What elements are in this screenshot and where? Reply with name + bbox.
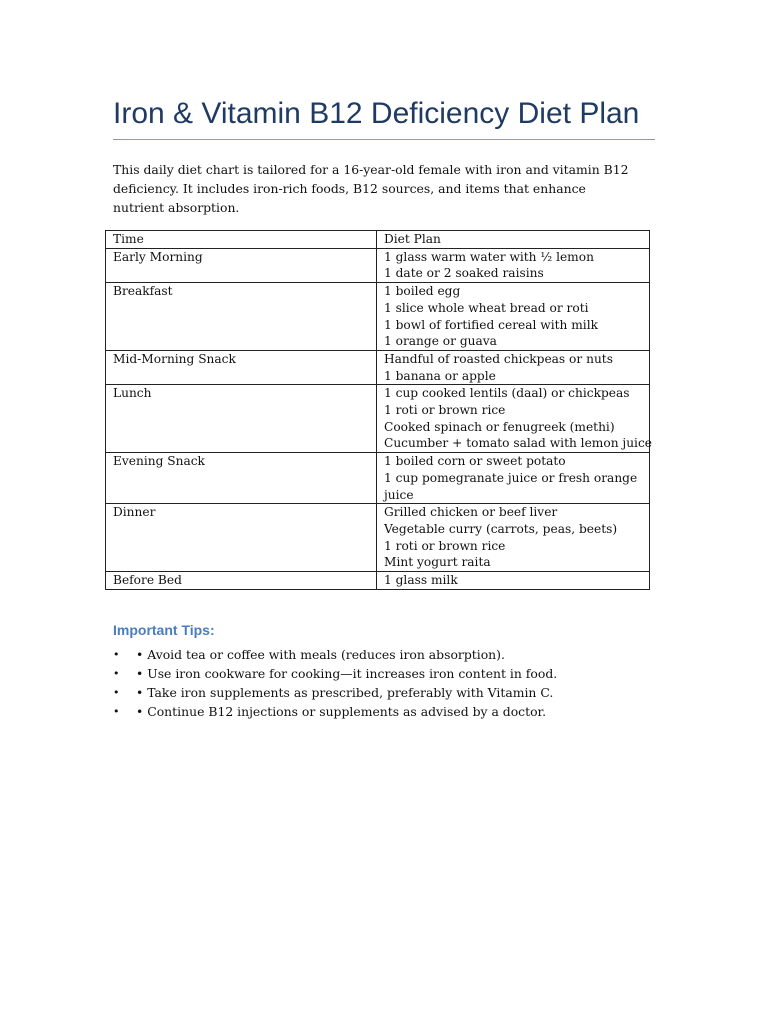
time-cell: Mid-Morning Snack — [106, 350, 377, 384]
tips-heading: Important Tips: — [113, 622, 215, 638]
bullet-icon: • — [113, 648, 120, 661]
diet-item: 1 glass milk — [384, 573, 458, 588]
bullet-icon: • — [113, 705, 120, 718]
table-row — [106, 283, 650, 351]
bullet-icon: • — [113, 686, 120, 699]
diet-item: Cooked spinach or fenugreek (methi) — [384, 419, 615, 434]
diet-item: 1 boiled corn or sweet potato — [384, 454, 566, 469]
table-row — [106, 453, 650, 504]
header-time: Time — [106, 231, 377, 249]
diet-plan-cell — [377, 385, 650, 453]
diet-item: 1 boiled egg — [384, 284, 461, 299]
time-cell: Breakfast — [106, 283, 377, 351]
time-cell: Dinner — [106, 504, 377, 572]
diet-item: Cucumber + tomato salad with lemon juice — [384, 436, 652, 451]
tip-text: • Continue B12 injections or supplements as advised by a doctor. — [136, 704, 547, 719]
diet-item: 1 roti or brown rice — [384, 403, 506, 418]
diet-item: juice — [384, 487, 414, 502]
time-cell: Before Bed — [106, 572, 377, 590]
diet-item: 1 date or 2 soaked raisins — [384, 266, 544, 281]
intro-paragraph: This daily diet chart is tailored for a 16-year-old female with iron and vitamin B12 deficiency. It includes iron-rich foods, B12 sources, and items that enhance nutrient absorption. — [113, 162, 629, 215]
table-row — [106, 350, 650, 384]
diet-item: Handful of roasted chickpeas or nuts — [384, 351, 613, 366]
diet-table — [105, 230, 650, 590]
diet-item: Mint yogurt raita — [384, 555, 491, 570]
table-header-row — [106, 231, 650, 249]
table-row — [106, 385, 650, 453]
diet-plan-cell — [377, 572, 650, 590]
tip-item — [113, 702, 673, 721]
title-underline — [113, 139, 655, 140]
table-row — [106, 572, 650, 590]
tip-text: • Avoid tea or coffee with meals (reduces iron absorption). — [136, 647, 505, 662]
tip-item — [113, 645, 673, 664]
header-diet-plan: Diet Plan — [377, 231, 650, 249]
tips-list — [113, 645, 673, 721]
time-cell: Lunch — [106, 385, 377, 453]
table-row — [106, 504, 650, 572]
diet-item: 1 cup cooked lentils (daal) or chickpeas — [384, 386, 630, 401]
diet-plan-cell — [377, 504, 650, 572]
diet-item: 1 banana or apple — [384, 368, 496, 383]
diet-plan-cell — [377, 283, 650, 351]
diet-plan-cell — [377, 350, 650, 384]
tip-text: • Take iron supplements as prescribed, preferably with Vitamin C. — [136, 685, 554, 700]
diet-plan-cell — [377, 453, 650, 504]
time-cell: Evening Snack — [106, 453, 377, 504]
diet-item: 1 glass warm water with ½ lemon — [384, 249, 594, 264]
page-title: Iron & Vitamin B12 Deficiency Diet Plan — [113, 97, 640, 130]
table-row — [106, 248, 650, 282]
tip-item — [113, 664, 673, 683]
time-cell: Early Morning — [106, 248, 377, 282]
diet-item: 1 slice whole wheat bread or roti — [384, 300, 589, 315]
diet-item: 1 roti or brown rice — [384, 538, 506, 553]
bullet-icon: • — [113, 667, 120, 680]
diet-item: 1 cup pomegranate juice or fresh orange — [384, 470, 638, 485]
tip-item — [113, 683, 673, 702]
tip-text: • Use iron cookware for cooking—it increases iron content in food. — [136, 666, 558, 681]
diet-plan-cell — [377, 248, 650, 282]
diet-item: Grilled chicken or beef liver — [384, 505, 558, 520]
diet-item: 1 orange or guava — [384, 334, 497, 349]
diet-item: 1 bowl of fortified cereal with milk — [384, 317, 598, 332]
diet-item: Vegetable curry (carrots, peas, beets) — [384, 521, 618, 536]
